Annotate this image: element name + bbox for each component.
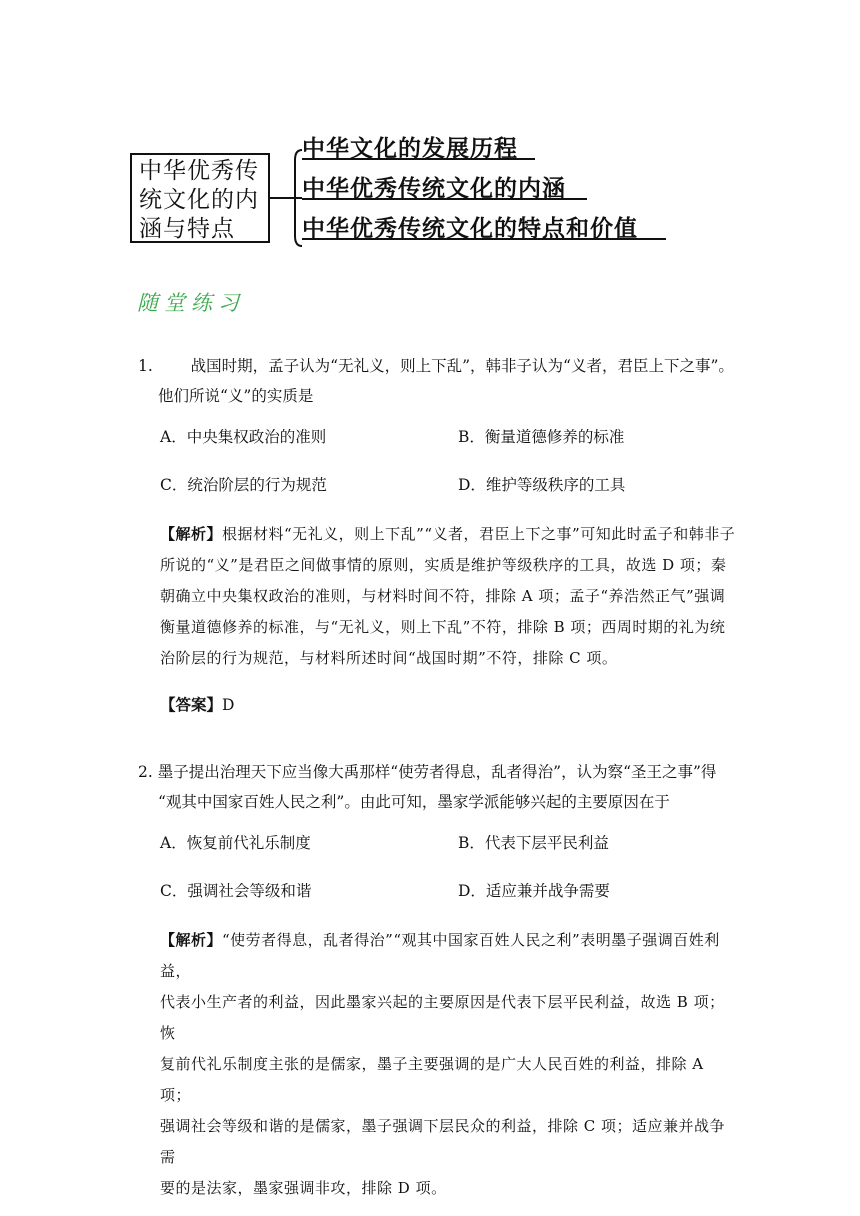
question-1-option-d: D．维护等级秩序的工具	[458, 476, 626, 494]
diagram-root-box	[130, 153, 270, 243]
question-1-option-b: B．衡量道德修养的标准	[458, 428, 625, 446]
question-2-options-row-2	[138, 879, 738, 927]
question-2-options-row-1	[138, 831, 738, 879]
question-2-stem-line-1: 墨子提出治理天下应当像大禹那样“使劳者得息，乱者得治”，认为察“圣王之事”得	[157, 763, 717, 781]
question-2-analysis-tag: 【解析】	[160, 931, 223, 949]
question-1-stem-line-1: 战国时期，孟子认为“无礼义，则上下乱”，韩非子认为“义者，君臣上下之事”。	[190, 357, 734, 375]
question-1-stem	[138, 351, 738, 381]
question-1-analysis-line-4: 衡量道德修养的标准，与“无礼义，则上下乱”不符，排除 B 项；西周时期的礼为统	[160, 618, 726, 636]
section-heading: 随堂练习	[137, 291, 245, 315]
question-2-option-d: D．适应兼并战争需要	[458, 882, 610, 900]
question-2-analysis-line-2: 代表小生产者的利益，因此墨家兴起的主要原因是代表下层平民利益，故选 B 项；恢	[160, 993, 725, 1042]
question-2	[138, 757, 738, 1204]
question-2-analysis	[138, 925, 738, 1204]
question-1-answer-tag: 【答案】	[160, 696, 223, 714]
question-2-analysis-line-1: “使劳者得息，乱者得治”“观其中国家百姓人民之利”表明墨子强调百姓利益，	[160, 931, 720, 980]
question-1-option-a: A．中央集权政治的准则	[160, 428, 327, 446]
question-1-option-c: C．统治阶层的行为规范	[160, 476, 327, 494]
question-1-analysis-tag: 【解析】	[160, 525, 223, 543]
question-1-number: 1.	[138, 357, 153, 375]
question-1-analysis-line-3: 朝确立中央集权政治的准则，与材料时间不符，排除 A 项；孟子“养浩然正气”强调	[160, 587, 726, 605]
question-1-answer-value: D	[222, 696, 235, 714]
question-2-analysis-line-3: 复前代礼乐制度主张的是儒家，墨子主要强调的是广大人民百姓的利益，排除 A 项；	[160, 1055, 704, 1104]
root-line-1: 中华优秀传	[139, 158, 259, 184]
question-1	[138, 351, 738, 715]
question-2-option-c: C．强调社会等级和谐	[160, 882, 312, 900]
question-1-analysis-line-2: 所说的“义”是君臣之间做事情的原则，实质是维护等级秩序的工具，故选 D 项；秦	[160, 556, 727, 574]
question-1-answer	[138, 693, 738, 715]
root-line-3: 涵与特点	[139, 216, 235, 242]
question-2-option-b: B．代表下层平民利益	[458, 834, 609, 852]
question-2-stem-line-2: “观其中国家百姓人民之利”。由此可知，墨家学派能够兴起的主要原因在于	[158, 793, 670, 811]
root-line-2: 统文化的内	[139, 187, 259, 213]
question-2-analysis-line-5: 要的是法家，墨家强调非攻，排除 D 项。	[160, 1179, 447, 1197]
question-1-options-row-2	[138, 473, 738, 521]
question-2-analysis-line-4: 强调社会等级和谐的是儒家，墨子强调下层民众的利益，排除 C 项；适应兼并战争需	[160, 1117, 726, 1166]
concept-diagram	[130, 128, 690, 258]
diagram-branch-1: 中华文化的发展历程	[302, 136, 518, 162]
question-1-options-row-1	[138, 425, 738, 473]
question-1-stem-line-2: 他们所说“义”的实质是	[158, 387, 314, 405]
diagram-branch-3: 中华优秀传统文化的特点和价值	[302, 216, 638, 242]
diagram-branch-2: 中华优秀传统文化的内涵	[302, 176, 566, 202]
question-2-option-a: A．恢复前代礼乐制度	[160, 834, 311, 852]
question-1-analysis-line-5: 治阶层的行为规范，与材料所述时间“战国时期”不符，排除 C 项。	[160, 649, 618, 667]
question-1-analysis-line-1: 根据材料“无礼义，则上下乱”“义者，君臣上下之事”可知此时孟子和韩非子	[222, 525, 736, 543]
question-2-number: 2.	[138, 763, 153, 781]
question-1-analysis	[138, 519, 738, 674]
question-2-stem	[138, 757, 738, 787]
